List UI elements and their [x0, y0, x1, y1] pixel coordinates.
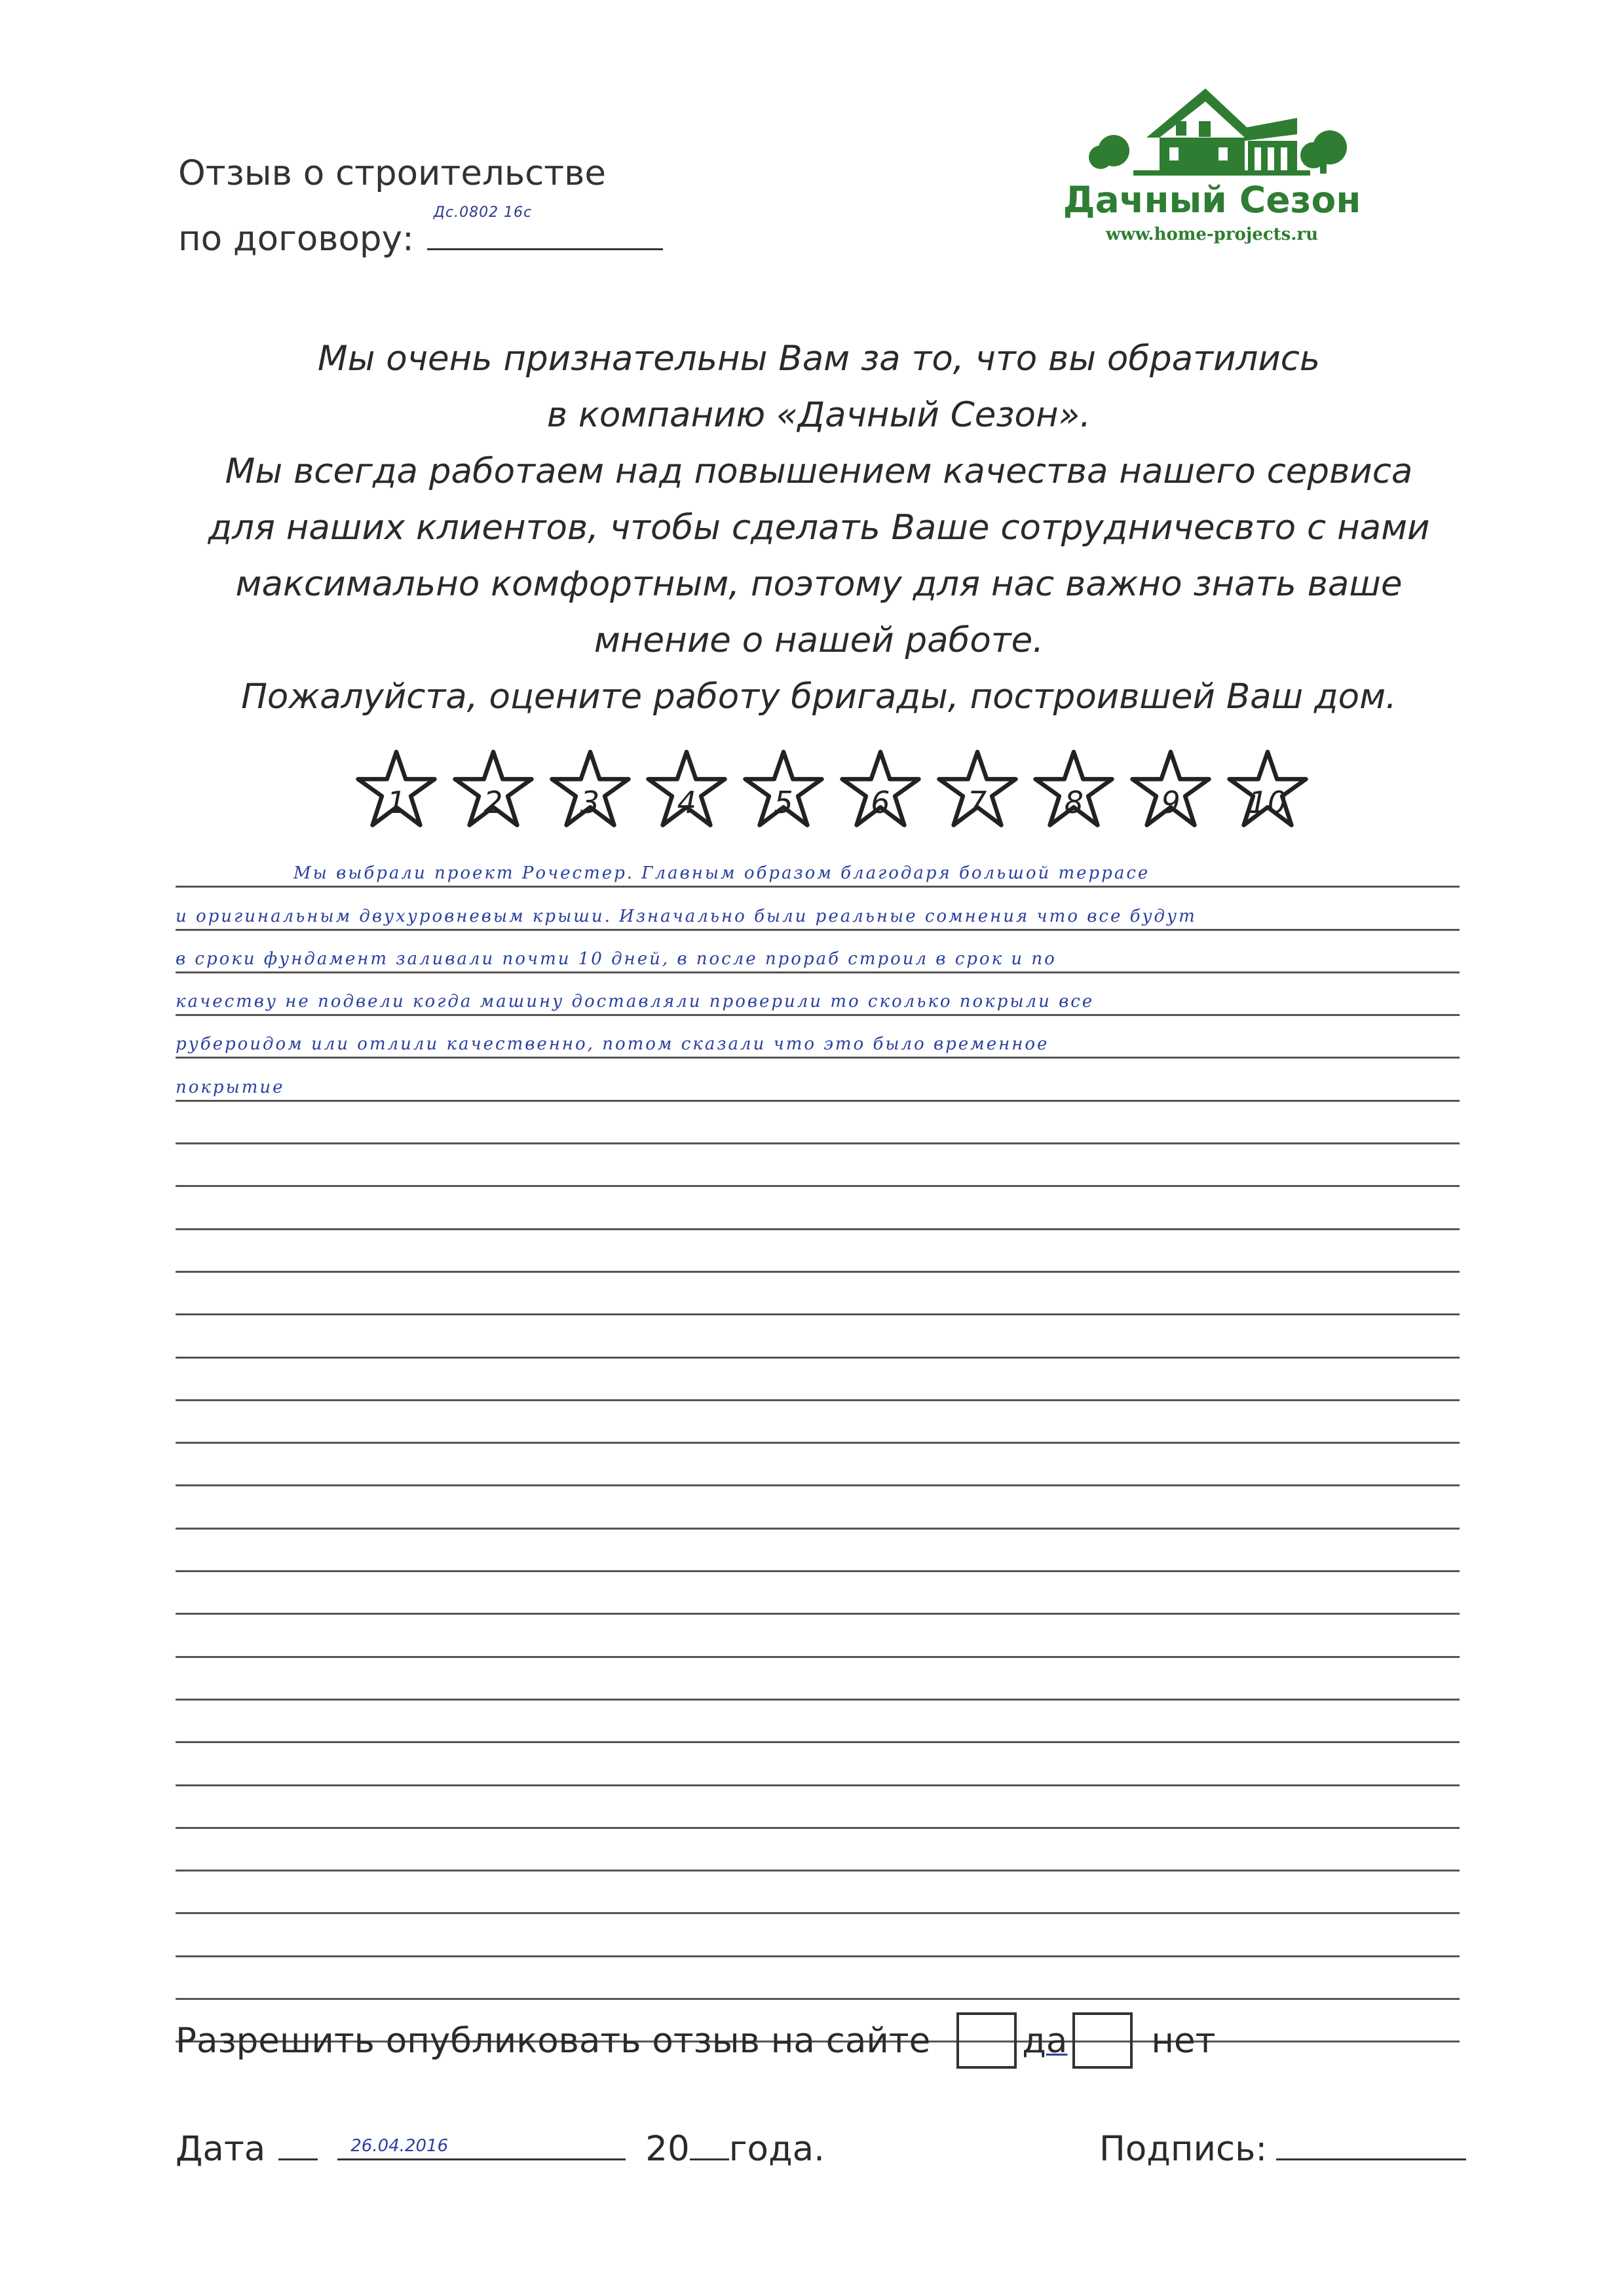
contract-row	[178, 206, 663, 272]
date-value: 26.04.2016	[350, 2136, 449, 2156]
review-line[interactable]	[176, 1016, 1460, 1059]
star-number: 8	[1064, 785, 1084, 820]
review-line[interactable]	[176, 1530, 1460, 1572]
intro-text	[131, 331, 1507, 725]
star-number: 1	[387, 785, 406, 820]
intro-line: Пожалуйста, оцените работу бригады, построившей Ваш дом.	[241, 677, 1397, 717]
review-line[interactable]	[176, 1401, 1460, 1444]
review-line[interactable]	[176, 1144, 1460, 1187]
review-line[interactable]	[176, 845, 1460, 888]
review-line[interactable]	[176, 1914, 1460, 1957]
handwritten-review-text: покрытие	[176, 1077, 285, 1097]
review-line[interactable]	[176, 1786, 1460, 1829]
intro-line: мнение о нашей работе.	[594, 620, 1044, 660]
review-line[interactable]	[176, 1957, 1460, 2000]
rating-star-3[interactable]	[548, 747, 633, 838]
date-label: Дата	[176, 2129, 266, 2169]
star-number: 10	[1248, 785, 1287, 820]
brand-url: www.home-projects.ru	[1106, 225, 1318, 244]
handwritten-review-text: качеству не подвели когда машину доставляли проверили то сколько покрыли все	[176, 992, 1095, 1012]
review-line[interactable]	[176, 1059, 1460, 1101]
review-line[interactable]	[176, 1658, 1460, 1701]
review-line[interactable]	[176, 1273, 1460, 1315]
publish-no-label: нет	[1151, 2020, 1216, 2061]
year-prefix: 20	[645, 2129, 690, 2169]
house-logo-icon	[1061, 82, 1363, 180]
rating-star-1[interactable]	[354, 747, 439, 838]
rating-star-5[interactable]	[741, 747, 826, 838]
rating-star-8[interactable]	[1031, 747, 1116, 838]
intro-line: Мы очень признательны Вам за то, что вы обратились	[317, 339, 1321, 379]
review-line[interactable]	[176, 1102, 1460, 1144]
rating-star-9[interactable]	[1128, 747, 1213, 838]
star-rating	[354, 747, 1310, 845]
date-field[interactable]	[337, 2132, 626, 2160]
review-line[interactable]	[176, 1615, 1460, 1657]
review-line[interactable]	[176, 1486, 1460, 1529]
signature-row	[1099, 2129, 1466, 2169]
publish-yes-checkbox[interactable]	[956, 2012, 1017, 2069]
publish-yes-label: да	[1022, 2020, 1068, 2061]
signature-label: Подпись:	[1099, 2129, 1268, 2169]
review-line[interactable]	[176, 1444, 1460, 1486]
review-area[interactable]	[176, 845, 1460, 2042]
star-number: 9	[1161, 785, 1180, 820]
star-number: 4	[677, 785, 696, 820]
year-suffix: года.	[728, 2129, 825, 2169]
handwritten-review-text: и оригинальным двухуровневым крыши. Изначально были реальные сомнения что все будут	[176, 906, 1197, 926]
brand-name: Дачный Сезон	[1063, 179, 1361, 221]
company-logo	[1061, 82, 1363, 252]
publish-label: Разрешить опубликовать отзыв на сайте	[176, 2020, 931, 2061]
review-line[interactable]	[176, 1187, 1460, 1230]
signature-field[interactable]	[1276, 2132, 1466, 2160]
handwritten-review-text: Мы выбрали проект Рочестер. Главным образом благодаря большой террасе	[293, 863, 1150, 884]
publish-no-checkbox[interactable]	[1072, 2012, 1133, 2069]
intro-line: для наших клиентов, чтобы сделать Ваше сотрудничесвто с нами	[208, 508, 1430, 548]
review-line[interactable]	[176, 1701, 1460, 1743]
contract-number-value: Дс.0802 16с	[433, 204, 533, 221]
review-line[interactable]	[176, 931, 1460, 973]
review-line[interactable]	[176, 1872, 1460, 1914]
star-number: 3	[580, 785, 600, 820]
review-line[interactable]	[176, 1230, 1460, 1273]
handwritten-review-text: в сроки фундамент заливали почти 10 дней, в после прораб строил в срок и по	[176, 949, 1057, 969]
review-line[interactable]	[176, 1359, 1460, 1401]
form-header	[178, 141, 663, 272]
year-blank[interactable]	[690, 2132, 729, 2160]
rating-star-6[interactable]	[838, 747, 923, 838]
review-line[interactable]	[176, 888, 1460, 930]
review-line[interactable]	[176, 973, 1460, 1016]
rating-star-2[interactable]	[451, 747, 536, 838]
star-number: 2	[483, 785, 503, 820]
contract-number-field[interactable]	[427, 204, 663, 250]
handwritten-review-text: рубероидом или отлили качественно, потом сказали что это было временное	[176, 1034, 1049, 1055]
rating-star-4[interactable]	[644, 747, 729, 838]
intro-line: Мы всегда работаем над повышением качества нашего сервиса	[225, 451, 1413, 491]
review-line[interactable]	[176, 1572, 1460, 1615]
rating-star-7[interactable]	[935, 747, 1020, 838]
intro-line: в компанию «Дачный Сезон».	[546, 395, 1091, 435]
contract-label: по договору:	[178, 219, 414, 259]
date-row	[176, 2129, 825, 2169]
review-line[interactable]	[176, 1743, 1460, 1786]
review-line[interactable]	[176, 1829, 1460, 1872]
review-line[interactable]	[176, 1315, 1460, 1358]
publish-permission	[176, 2012, 1216, 2069]
star-number: 5	[774, 785, 793, 820]
star-number: 6	[871, 785, 890, 820]
intro-line: максимально комфортным, поэтому для нас важно знать ваше	[235, 564, 1403, 604]
date-day-blank[interactable]	[278, 2132, 318, 2160]
form-title: Отзыв о строительстве	[178, 153, 606, 193]
rating-star-10[interactable]	[1225, 747, 1310, 838]
star-number: 7	[967, 785, 987, 820]
